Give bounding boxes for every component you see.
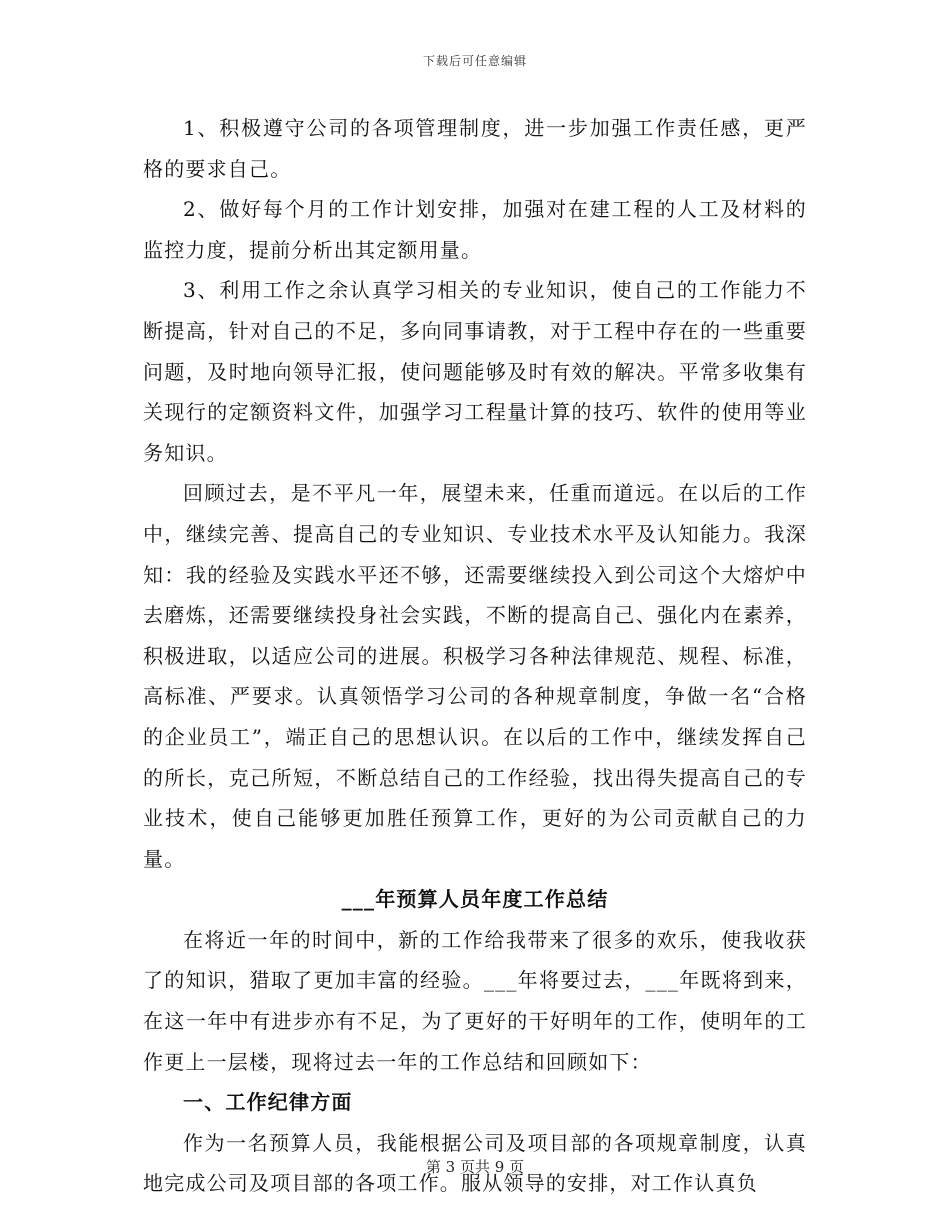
section-heading: 一、工作纪律方面	[183, 1090, 353, 1115]
paragraph-6: 作为一名预算人员，我能根据公司及项目部的各项规章制度，认真地完成公司及项目部的各项工作。服从领导的安排，对工作认真负	[143, 1130, 807, 1196]
document-body	[143, 108, 807, 1204]
paragraph-3: 3、利用工作之余认真学习相关的专业知识，使自己的工作能力不断提高，针对自己的不足，多向同事请教，对于工程中存在的一些重要问题，及时地向领导汇报，使问题能够及时有效的解决。平常多收集有关现行的定额资料文件，加强学习工程量计算的技巧、软件的使用等业务知识。	[143, 278, 807, 465]
paragraph-4: 回顾过去，是不平凡一年，展望未来，任重而道远。在以后的工作中，继续完善、提高自己的专业知识、专业技术水平及认知能力。我深知：我的经验及实践水平还不够，还需要继续投入到公司这个大熔炉中去磨炼，还需要继续投身社会实践，不断的提高自己、强化内在素养，积极进取，以适应公司的进展。积极学习各种法律规范、规程、标准，高标准、严要求。认真领悟学习公司的各种规章制度，争做一名“合格的企业员工”，端正自己的思想认识。在以后的工作中，继续发挥自己的所长，克己所短，不断总结自己的工作经验，找出得失提高自己的专业技术，使自己能够更加胜任预算工作，更好的为公司贡献自己的力量。	[143, 481, 807, 871]
paragraph-5: 在将近一年的时间中，新的工作给我带来了很多的欢乐，使我收获了的知识，猎取了更加丰富的经验。___年将要过去，___年既将到来，在这一年中有进步亦有不足，为了更好的干好明年的工作，使明年的工作更上一层楼，现将过去一年的工作总结和回顾如下：	[143, 927, 807, 1074]
paragraph-1: 1、积极遵守公司的各项管理制度，进一步加强工作责任感，更严格的要求自己。	[143, 116, 807, 181]
page-footer: 第 3 页共 9 页	[425, 1158, 525, 1176]
page-header: 下载后可任意编辑	[422, 54, 527, 68]
paragraph-2: 2、做好每个月的工作计划安排，加强对在建工程的人工及材料的监控力度，提前分析出其定额用量。	[143, 197, 807, 262]
section-title: ___年预算人员年度工作总结	[341, 887, 609, 912]
